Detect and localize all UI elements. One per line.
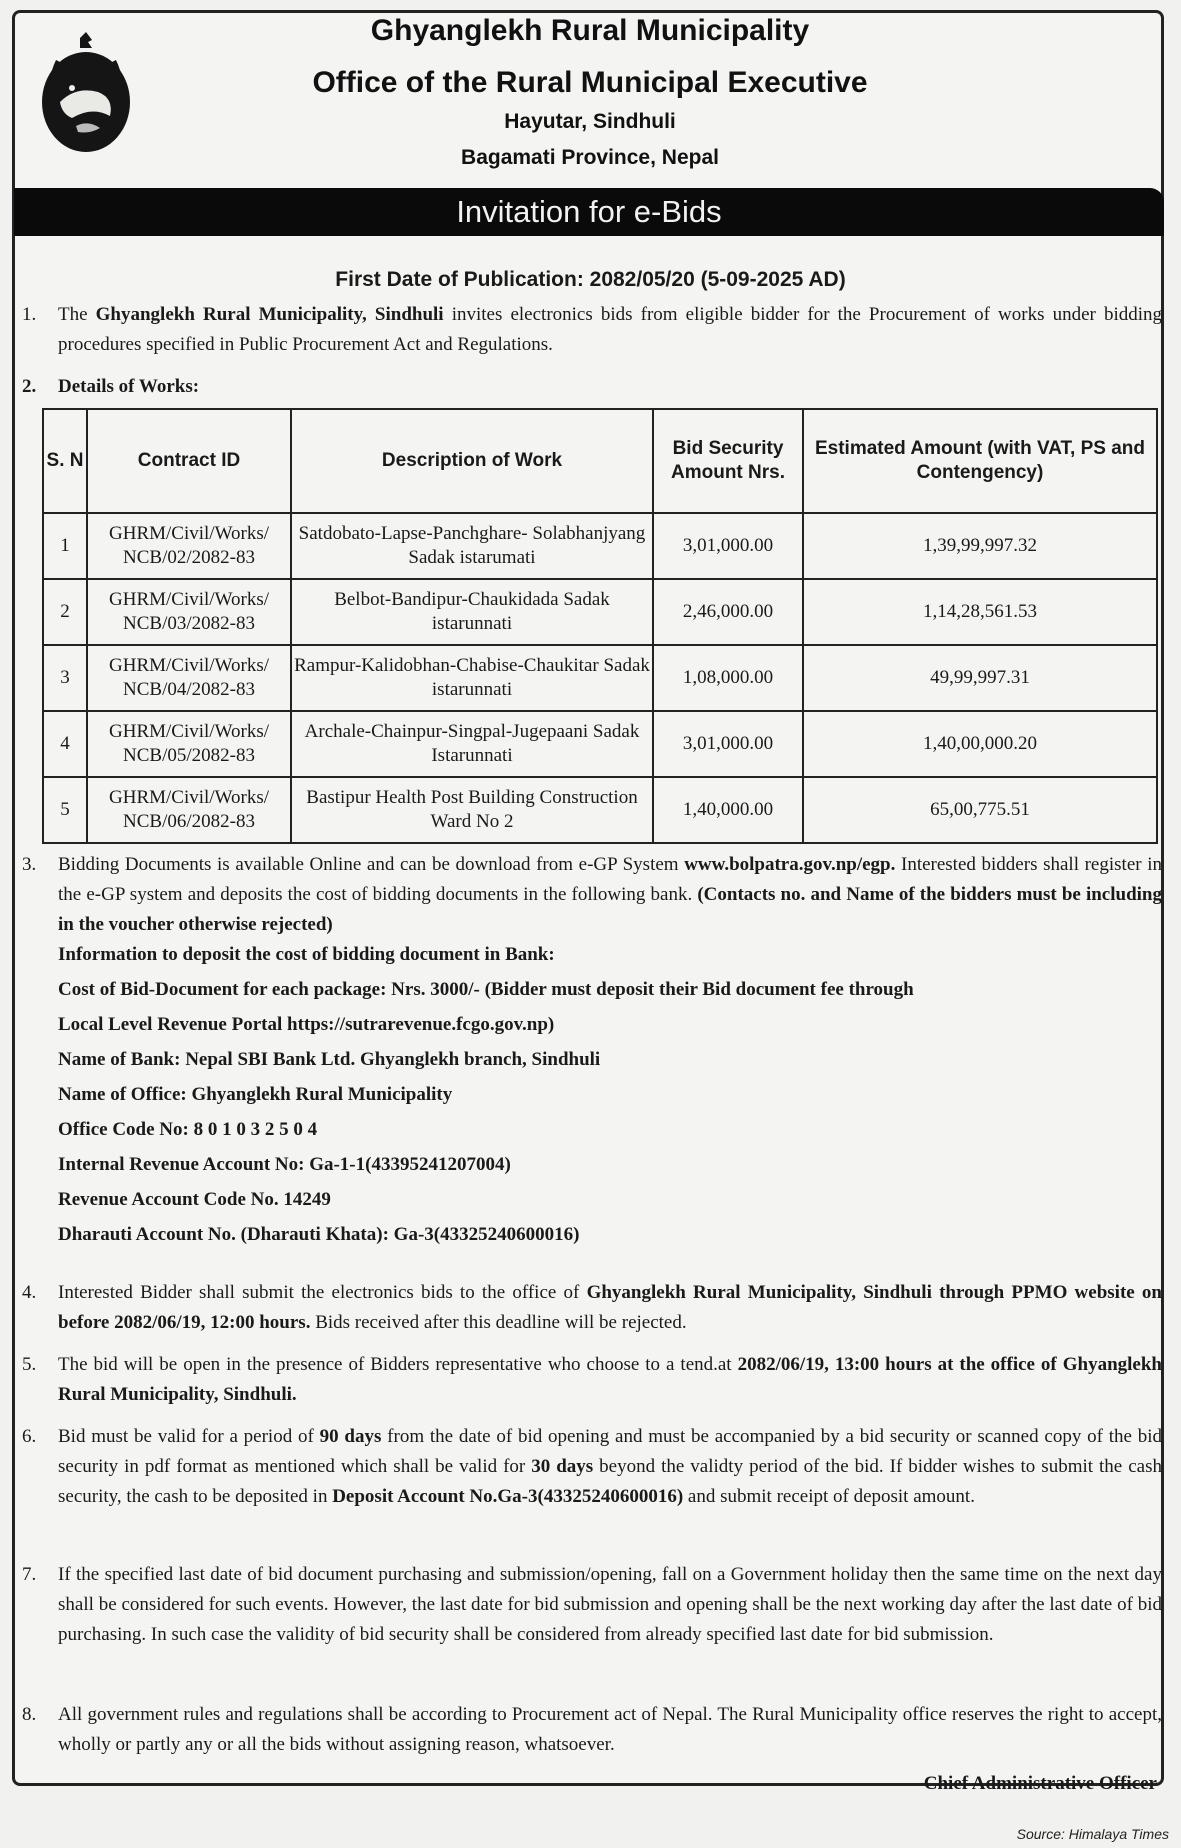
contract-id: GHRM/Civil/Works/ NCB/03/2082-83 xyxy=(87,579,291,645)
bid-security: 3,01,000.00 xyxy=(653,513,803,579)
contract-id: GHRM/Civil/Works/ NCB/05/2082-83 xyxy=(87,711,291,777)
opening-time: 2082/06/19, 13:00 hours at the office of Ghyanglekh Rural Municipality, Sindhuli. xyxy=(58,1354,1162,1405)
section-8: 8. All government rules and regulations shall be according to Procurement act of Nepal. The Rural Municipality office reserves the right to accept, wholly or partly any or all the bids without assigning reason, whatsoever. xyxy=(22,1704,1162,1755)
estimated-amount: 1,40,00,000.20 xyxy=(803,711,1157,777)
office-code: Office Code No: 8 0 1 0 3 2 5 0 4 xyxy=(58,1119,318,1140)
revenue-account-code: Revenue Account Code No. 14249 xyxy=(58,1189,331,1210)
municipality-name: Ghyanglekh Rural Municipality xyxy=(370,14,810,47)
estimated-amount: 1,39,99,997.32 xyxy=(803,513,1157,579)
section-4: 4. Interested Bidder shall submit the electronics bids to the office of Ghyanglekh Rural Municipality, Sindhuli through PPMO website on before 2082/06/19, 12:00 hours. Bids received after this deadline will be rejected. xyxy=(22,1282,1163,1333)
office-name: Office of the Rural Municipal Executive xyxy=(312,66,868,99)
bid-security: 1,40,000.00 xyxy=(653,777,803,843)
publication-date: First Date of Publication: 2082/05/20 (5-09-2025 AD) xyxy=(335,268,846,291)
table-row: 3 GHRM/Civil/Works/ NCB/04/2082-83 Rampur-Kalidobhan-Chabise-Chaukitar Sadak istarunnati 1,08,000.00 49,99,997.31 xyxy=(43,645,1157,711)
work-description: Satdobato-Lapse-Panchghare- Solabhanjyang Sadak istarumati xyxy=(291,513,653,579)
table-row: 1 GHRM/Civil/Works/ NCB/02/2082-83 Satdobato-Lapse-Panchghare- Solabhanjyang Sadak istarumati 3,01,000.00 1,39,99,997.32 xyxy=(43,513,1157,579)
estimated-amount: 1,14,28,561.53 xyxy=(803,579,1157,645)
contract-id: GHRM/Civil/Works/ NCB/04/2082-83 xyxy=(87,645,291,711)
col-contract-id: Contract ID xyxy=(87,409,291,513)
dharauti-account: Dharauti Account No. (Dharauti Khata): Ga-3(43325240600016) xyxy=(58,1224,580,1245)
col-estimated-amount: Estimated Amount (with VAT, PS and Contengency) xyxy=(803,409,1157,513)
submission-deadline: Ghyanglekh Rural Municipality, Sindhuli through PPMO website on before 2082/06/19, 12:00 hours. xyxy=(58,1282,1163,1333)
office-address: Hayutar, Sindhuli xyxy=(504,110,676,133)
egp-url-link[interactable]: www.bolpatra.gov.np/egp. xyxy=(684,854,896,875)
bid-document-cost: Cost of Bid-Document for each package: Nrs. 3000/- (Bidder must deposit their Bid document fee through xyxy=(58,979,914,1000)
col-description: Description of Work xyxy=(291,409,653,513)
bank-name: Name of Bank: Nepal SBI Bank Ltd. Ghyanglekh branch, Sindhuli xyxy=(58,1049,601,1070)
municipality-mention: Ghyanglekh Rural Municipality, Sindhuli xyxy=(95,304,444,325)
works-table xyxy=(42,408,1158,844)
estimated-amount: 65,00,775.51 xyxy=(803,777,1157,843)
estimated-amount: 49,99,997.31 xyxy=(803,645,1157,711)
contract-id: GHRM/Civil/Works/ NCB/02/2082-83 xyxy=(87,513,291,579)
bid-security: 2,46,000.00 xyxy=(653,579,803,645)
section-5: 5. The bid will be open in the presence of Bidders representative who choose to a tend.at 2082/06/19, 13:00 hours at the office of Ghyanglekh Rural Municipality, Sindhuli. xyxy=(22,1354,1162,1405)
nepal-emblem-icon xyxy=(36,30,136,158)
section-1: 1. The Ghyanglekh Rural Municipality, Sindhuli invites electronics bids from eligible bidder for the Procurement of works under bidding procedures specified in Public Procurement Act and Regulations. xyxy=(22,300,1162,360)
work-description: Archale-Chainpur-Singpal-Jugepaani Sadak Istarunnati xyxy=(291,711,653,777)
contract-id: GHRM/Civil/Works/ NCB/06/2082-83 xyxy=(87,777,291,843)
deposit-account: Deposit Account No.Ga-3(43325240600016) xyxy=(332,1486,684,1507)
table-row: 2 GHRM/Civil/Works/ NCB/03/2082-83 Belbot-Bandipur-Chaukidada Sadak istarunnati 2,46,000.00 1,14,28,561.53 xyxy=(43,579,1157,645)
table-header-row xyxy=(43,409,1157,513)
office-province: Bagamati Province, Nepal xyxy=(461,146,719,169)
notice-title-banner: Invitation for e-Bids xyxy=(14,188,1164,236)
bid-security: 3,01,000.00 xyxy=(653,711,803,777)
revenue-portal: Local Level Revenue Portal https://sutrarevenue.fcgo.gov.np) xyxy=(58,1014,555,1035)
section-7: 7. If the specified last date of bid document purchasing and submission/opening, fall on a Government holiday then the same time on the next day shall be considered for such events. However, the last date for bid submission and opening shall be the next working day after the last date of bid purchasing. In such case the validity of bid security shall be considered from already specified last date for bid submission. xyxy=(22,1564,1162,1645)
col-sn: S. N xyxy=(43,409,87,513)
col-bid-security: Bid Security Amount Nrs. xyxy=(653,409,803,513)
internal-revenue-account: Internal Revenue Account No: Ga-1-1(43395241207004) xyxy=(58,1154,511,1175)
voucher-note: (Contacts no. and Name of the bidders must be including in the voucher otherwise rejected) xyxy=(58,884,1162,935)
section-3: 3. Bidding Documents is available Online and can be download from e-GP System www.bolpatra.gov.np/egp. Interested bidders shall register in the e-GP system and deposits the cost of bidding documents in the following bank. (Contacts no. and Name of the bidders must be including in the voucher otherwise rejected) xyxy=(22,854,1162,935)
bank-info-title: Information to deposit the cost of bidding document in Bank: xyxy=(58,944,555,965)
works-section-title: 2. Details of Works: xyxy=(22,376,200,397)
section-6: 6. Bid must be valid for a period of 90 days from the date of bid opening and must be accompanied by a bid security or scanned copy of the bid security in pdf format as mentioned which shall be valid for 30 days beyond the validty period of the bid. If bidder wishes to submit the cash security, the cash to be deposited in Deposit Account No.Ga-3(43325240600016) and submit receipt of deposit amount. xyxy=(22,1426,1163,1507)
table-row: 4 GHRM/Civil/Works/ NCB/05/2082-83 Archale-Chainpur-Singpal-Jugepaani Sadak Istarunnati 3,01,000.00 1,40,00,000.20 xyxy=(43,711,1157,777)
section-number: 1. xyxy=(22,304,37,325)
signatory: Chief Administrative Officer xyxy=(923,1773,1157,1794)
source-credit: Source: Himalaya Times xyxy=(1016,1826,1169,1842)
office-name-field: Name of Office: Ghyanglekh Rural Municipality xyxy=(58,1084,453,1105)
work-description: Bastipur Health Post Building Construction Ward No 2 xyxy=(291,777,653,843)
work-description: Rampur-Kalidobhan-Chabise-Chaukitar Sadak istarunnati xyxy=(291,645,653,711)
bid-security: 1,08,000.00 xyxy=(653,645,803,711)
table-row: 5 GHRM/Civil/Works/ NCB/06/2082-83 Bastipur Health Post Building Construction Ward No 2 1,40,000.00 65,00,775.51 xyxy=(43,777,1157,843)
work-description: Belbot-Bandipur-Chaukidada Sadak istarunnati xyxy=(291,579,653,645)
